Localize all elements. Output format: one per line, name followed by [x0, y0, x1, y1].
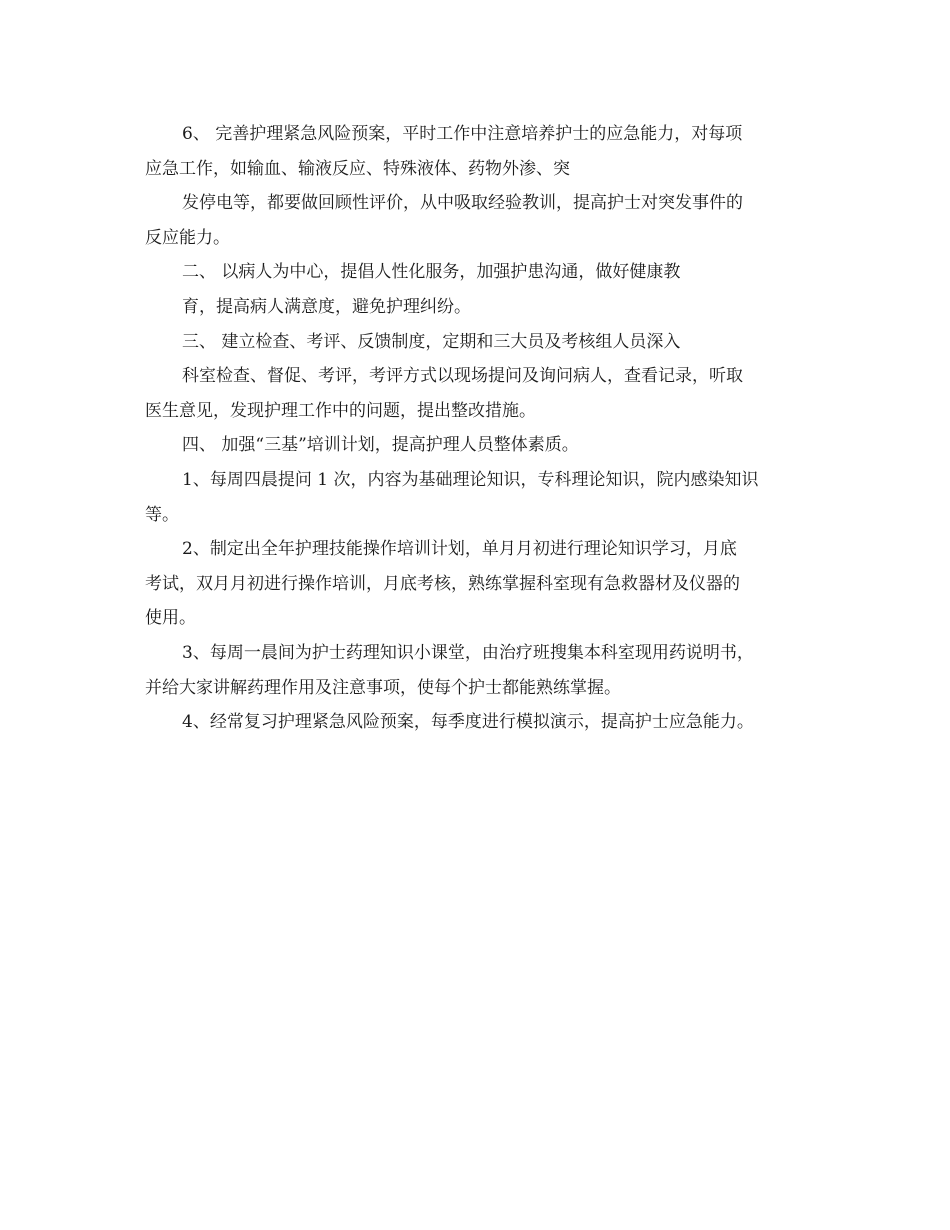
document-text-line: 使用。 [145, 608, 196, 629]
document-text-line: 四、 加强“三基”培训计划，提高护理人员整体素质。 [182, 435, 579, 456]
document-text-line: 1、每周四晨提问 1 次，内容为基础理论知识，专科理论知识，院内感染知识 [182, 469, 759, 490]
document-text-line: 4、经常复习护理紧急风险预案，每季度进行模拟演示，提高护士应急能力。 [182, 712, 754, 733]
document-text-line: 反应能力。 [145, 227, 230, 248]
document-body [145, 117, 815, 740]
document-text-line: 二、 以病人为中心，提倡人性化服务，加强护患沟通，做好健康教 [182, 262, 681, 283]
document-text-line: 考试，双月月初进行操作培训，月底考核，熟练掌握科室现有急救器材及仪器的 [145, 573, 740, 594]
document-text-line: 三、 建立检查、考评、反馈制度，定期和三大员及考核组人员深入 [182, 331, 681, 352]
document-text-line: 应急工作，如输血、输液反应、特殊液体、药物外渗、突 [145, 158, 570, 179]
document-text-line: 等。 [145, 504, 179, 525]
document-text-line: 3、每周一晨间为护士药理知识小课堂，由治疗班搜集本科室现用药说明书， [182, 642, 754, 663]
document-text-line: 医生意见，发现护理工作中的问题，提出整改措施。 [145, 400, 536, 421]
document-text-line: 2、制定出全年护理技能操作培训计划，单月月初进行理论知识学习，月底 [182, 539, 737, 560]
document-text-line: 育，提高病人满意度，避免护理纠纷。 [182, 296, 471, 317]
document-text-line: 6、 完善护理紧急风险预案，平时工作中注意培养护士的应急能力，对每项 [182, 124, 743, 144]
document-text-line: 科室检查、督促、考评，考评方式以现场提问及询问病人，查看记录，听取 [182, 366, 743, 387]
document-text-line: 发停电等，都要做回顾性评价，从中吸取经验教训，提高护士对突发事件的 [182, 193, 743, 214]
document-text-line: 并给大家讲解药理作用及注意事项，使每个护士都能熟练掌握。 [145, 677, 621, 698]
